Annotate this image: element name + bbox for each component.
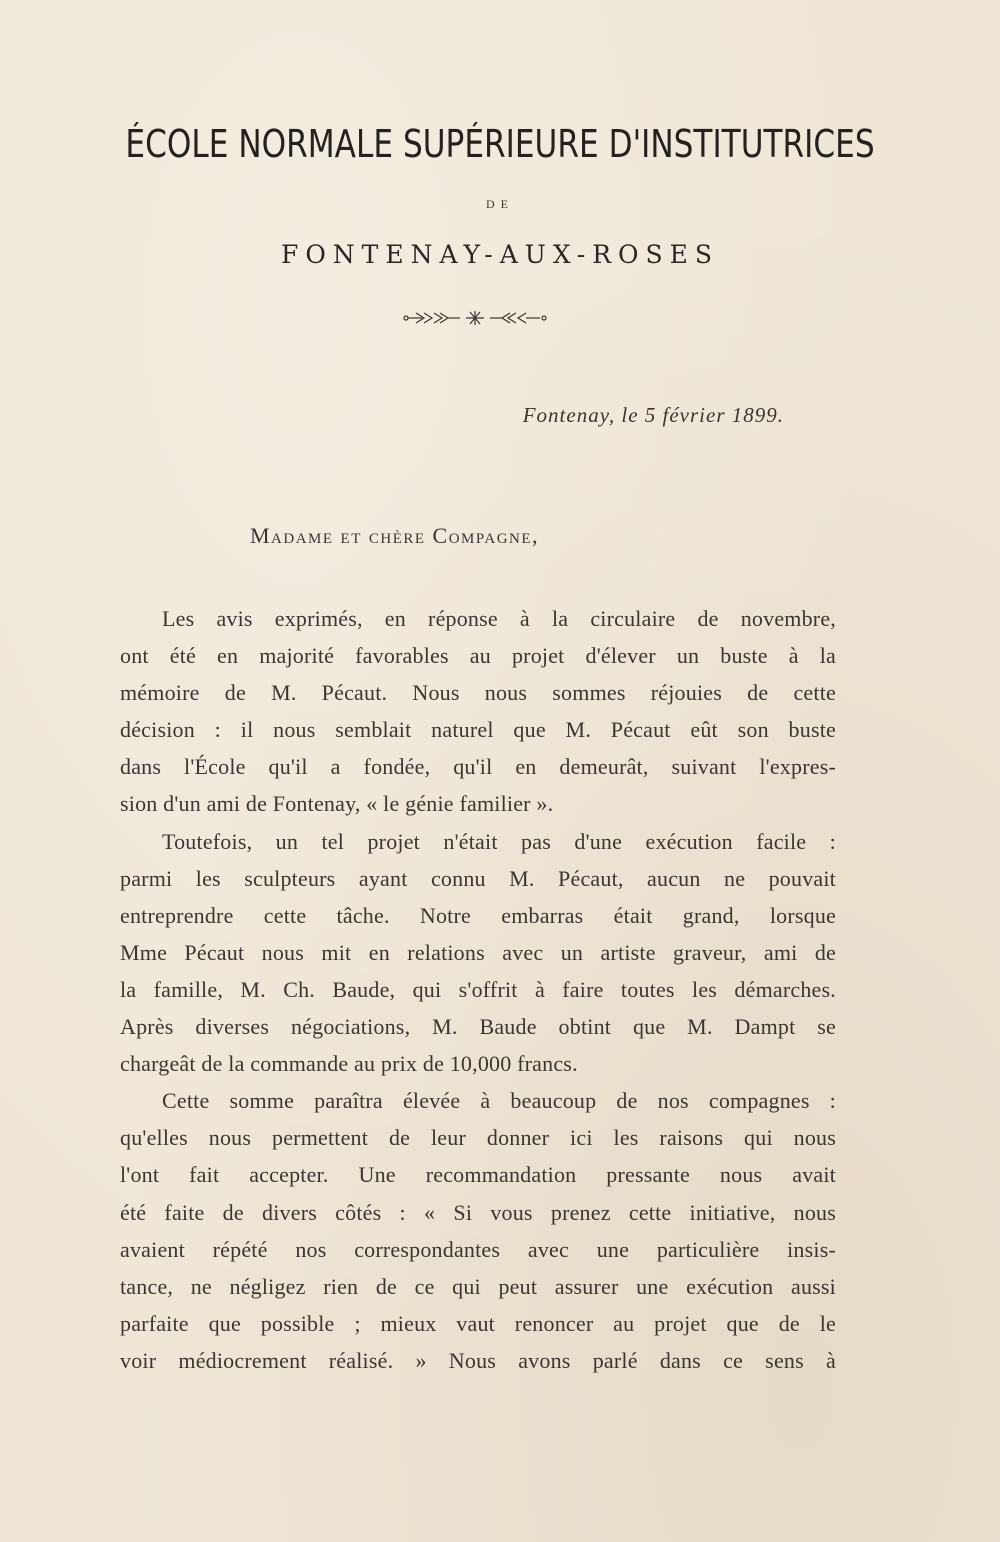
header-de: DE (486, 197, 514, 211)
text-line: Cette somme paraîtra élevée à beaucoup de nos compagnes : (162, 1088, 836, 1114)
school-title: ÉCOLE NORMALE SUPÉRIEURE D'INSTITUTRICES (125, 122, 875, 166)
text-line: tance, ne négligez rien de ce qui peut assurer une exécution aussi (120, 1273, 836, 1299)
text-line: mémoire de M. Pécaut. Nous nous sommes réjouies de cette (120, 680, 836, 706)
text-line: chargeât de la commande au prix de 10,000 francs. (120, 1051, 578, 1077)
text-line: Les avis exprimés, en réponse à la circulaire de novembre, (162, 606, 836, 631)
text-line: Mme Pécaut nous mit en relations avec un artiste graveur, ami de (120, 939, 836, 965)
text-line: parfaite que possible ; mieux vaut renoncer au projet que de le (120, 1310, 836, 1336)
text-line: la famille, M. Ch. Baude, qui s'offrit à faire toutes les démarches. (120, 976, 836, 1002)
text-line: voir médiocrement réalisé. » Nous avons parlé dans ce sens à (120, 1347, 836, 1373)
text-line: dans l'École qu'il a fondée, qu'il en demeurât, suivant l'expres- (120, 754, 836, 780)
school-location: FONTENAY-AUX-ROSES (280, 240, 720, 269)
text-line: qu'elles nous permettent de leur donner ici les raisons qui nous (120, 1125, 836, 1151)
letter-body (120, 600, 836, 1379)
text-line: avaient répété nos correspondantes avec une particulière insis- (120, 1236, 836, 1262)
letter-date: Fontenay, le 5 février 1899. (522, 403, 784, 427)
text-line: Toutefois, un tel projet n'était pas d'une exécution facile : (162, 828, 836, 854)
text-line: Après diverses négociations, M. Baude obtint que M. Dampt se (120, 1014, 836, 1040)
text-line: ont été en majorité favorables au projet d'élever un buste à la (120, 643, 836, 669)
text-line: été faite de divers côtés : « Si vous prenez cette initiative, nous (120, 1199, 836, 1225)
text-line: parmi les sculpteurs ayant connu M. Pécaut, aucun ne pouvait (120, 865, 836, 891)
text-line: l'ont fait accepter. Une recommandation pressante nous avait (120, 1162, 836, 1188)
decorative-ornament-icon (400, 308, 550, 328)
salutation: Madame et chère Compagne, (250, 523, 540, 548)
text-line: sion d'un ami de Fontenay, « le génie familier ». (120, 791, 554, 817)
text-line: décision : il nous semblait naturel que M. Pécaut eût son buste (120, 717, 836, 743)
text-line: entreprendre cette tâche. Notre embarras était grand, lorsque (120, 902, 836, 928)
